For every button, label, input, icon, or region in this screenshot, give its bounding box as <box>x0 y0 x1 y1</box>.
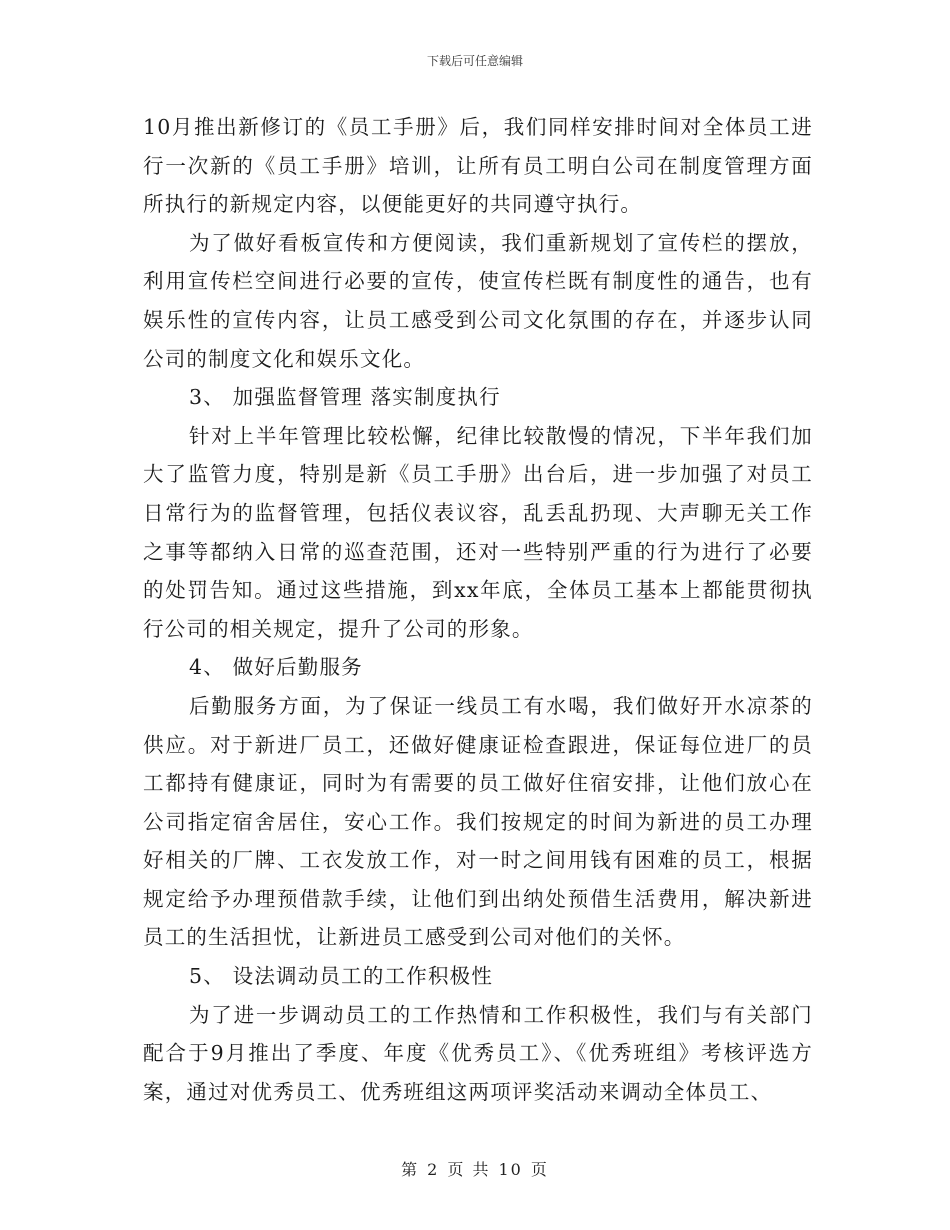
section-heading-3: 3、 加强监督管理 落实制度执行 <box>189 385 501 410</box>
page-prefix: 第 <box>401 1160 420 1179</box>
paragraph-supervision: 针对上半年管理比较松懈，纪律比较散慢的情况，下半年我们加大了监管力度，特别是新《员工手册》出台后，进一步加强了对员工日常行为的监督管理，包括仪表议容，乱丢乱扔现、大声聊无关工作之事等都纳入日常的巡查范围，还对一些特别严重的行为进行了必要的处罚告知。通过这些措施，到xx年底，全体员工基本上都能贯彻执行公司的相关规定，提升了公司的形象。 <box>143 423 813 641</box>
paragraph-bulletin-board: 为了做好看板宣传和方便阅读，我们重新规划了宣传栏的摆放，利用宣传栏空间进行必要的宣传，使宣传栏既有制度性的通告，也有娱乐性的宣传内容，让员工感受到公司文化氛围的存在，并逐步认同公司的制度文化和娱乐文化。 <box>143 230 813 371</box>
section-heading-4: 4、 做好后勤服务 <box>189 655 363 680</box>
header-note: 下载后可任意编辑 <box>426 54 523 68</box>
paragraph-continuation: 10月推出新修订的《员工手册》后，我们同样安排时间对全体员工进行一次新的《员工手册》培训，让所有员工明白公司在制度管理方面所执行的新规定内容，以便能更好的共同遵守执行。 <box>143 115 813 217</box>
page-footer <box>0 1157 950 1180</box>
page-mid: 页 共 <box>447 1160 491 1179</box>
total-pages: 10 <box>498 1160 523 1179</box>
section-heading-5: 5、 设法调动员工的工作积极性 <box>189 964 494 989</box>
document-body <box>143 108 813 1111</box>
paragraph-motivation: 为了进一步调动员工的工作热情和工作积极性，我们与有关部门配合于9月推出了季度、年度《优秀员工》、《优秀班组》考核评选方案，通过对优秀员工、优秀班组这两项评奖活动来调动全体员工、 <box>143 1002 813 1104</box>
paragraph-logistics: 后勤服务方面，为了保证一线员工有水喝，我们做好开水凉茶的供应。对于新进厂员工，还做好健康证检查跟进，保证每位进厂的员工都持有健康证，同时为有需要的员工做好住宿安排，让他们放心在公司指定宿舍居住，安心工作。我们按规定的时间为新进的员工办理好相关的厂牌、工衣发放工作，对一时之间用钱有困难的员工，根据规定给予办理预借款手续，让他们到出纳处预借生活费用，解决新进员工的生活担忧，让新进员工感受到公司对他们的关怀。 <box>143 693 813 950</box>
page-number: 2 <box>427 1160 440 1179</box>
page-suffix: 页 <box>530 1160 549 1179</box>
